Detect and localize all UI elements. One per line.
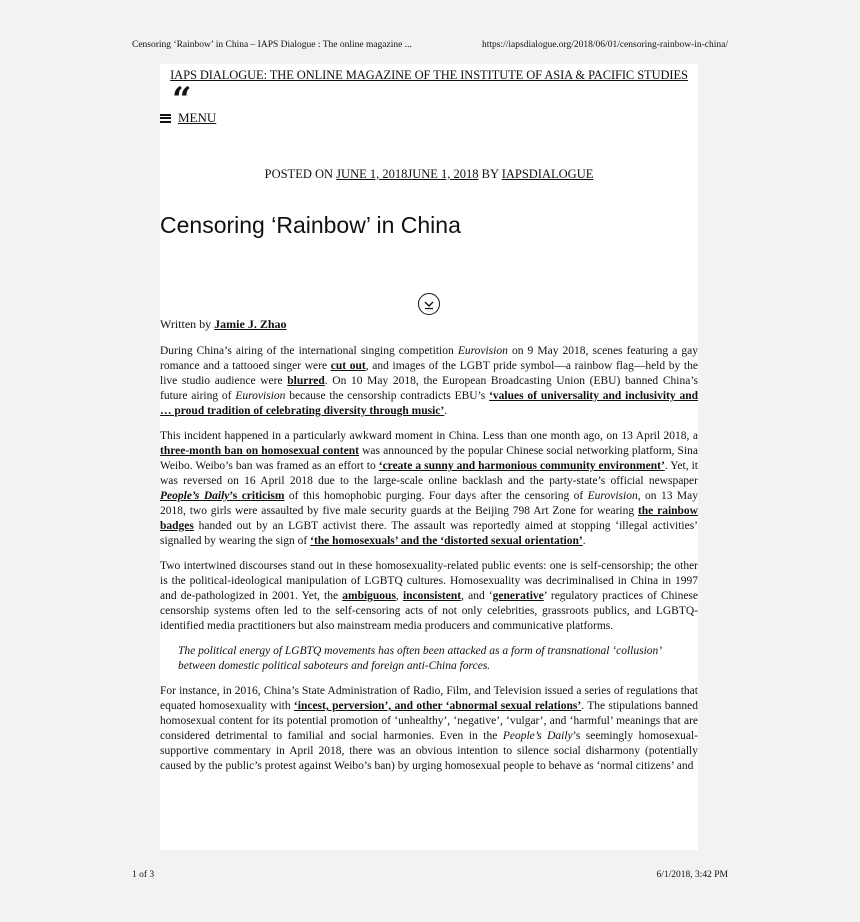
paragraph-2 (160, 429, 698, 549)
paragraph-3 (160, 559, 698, 634)
emphasis: People’s Daily (160, 490, 230, 502)
byline (160, 317, 287, 332)
by-label: BY (481, 167, 499, 181)
text: of this homophobic purging. Four days after the censoring of (284, 490, 588, 502)
text: , and ‘ (461, 590, 493, 602)
link-generative[interactable]: generative (492, 590, 544, 602)
link-peoples-daily-criticism[interactable] (160, 490, 284, 502)
text: , on 13 May 2018, two girls were assaulted by five male security guards at the Beijing 798 Art Zone for wearing (160, 490, 698, 517)
site-title-link[interactable]: IAPS DIALOGUE: THE ONLINE MAGAZINE OF THE INSTITUTE OF ASIA & PACIFIC STUDIES (170, 68, 688, 82)
paragraph-4 (160, 684, 698, 774)
writer-link[interactable]: Jamie J. Zhao (214, 317, 287, 331)
text: . Yet, it was reversed on 16 April 2018 due to the large-scale online backlash and the party-state’s official newspaper (160, 460, 698, 487)
post-author-link[interactable]: IAPSDIALOGUE (501, 167, 594, 181)
emphasis: Eurovision (457, 345, 508, 357)
text: ’s criticism (229, 490, 285, 502)
link-cut-out[interactable]: cut out (330, 360, 366, 372)
print-header-url: https://iapsdialogue.org/2018/06/01/censoring-rainbow-in-china/ (482, 40, 728, 50)
print-datetime: 6/1/2018, 3:42 PM (656, 870, 728, 880)
article-sheet (160, 64, 698, 850)
print-footer (132, 870, 728, 880)
quote-logo-icon[interactable]: “ (172, 80, 192, 120)
written-by-label: Written by (160, 317, 212, 331)
link-rainbow-badges[interactable]: the rainbow badges (160, 505, 698, 532)
menu-label: MENU (178, 110, 217, 125)
text: . (444, 405, 448, 417)
emphasis: People’s Daily (502, 730, 573, 742)
link-abnormal-relations[interactable]: ‘incest, perversion’, and other ‘abnormal sexual relations’ (293, 700, 582, 712)
print-header (132, 40, 728, 50)
link-ebu-values[interactable]: ‘values of universality and inclusivity and … proud tradition of celebrating diversity through music’ (160, 390, 698, 417)
link-ambiguous[interactable]: ambiguous (342, 590, 396, 602)
text: During China’s airing of the international singing competition (160, 345, 458, 357)
print-header-title: Censoring ‘Rainbow’ in China – IAPS Dialogue : The online magazine ... (132, 40, 412, 50)
text: . The stipulations banned homosexual content for its potential promotion of ‘unhealthy’, ‘negative’, ‘vulgar’, and ‘harmful’ meanings that are considered detrimental to familial and social harmonies. Even in the (160, 700, 698, 742)
text: For instance, in 2016, China’s State Administration of Radio, Film, and Television issued a series of regulations that equated homosexuality with (160, 685, 698, 712)
text: . On 10 May 2018, the European Broadcasting Union (EBU) banned China’s future airing of (160, 375, 698, 402)
emphasis: Eurovision (587, 490, 638, 502)
text: because the censorship contradicts EBU’s (285, 390, 490, 402)
text: . (582, 535, 586, 547)
link-sunny-community[interactable]: ‘create a sunny and harmonious community environment’ (378, 460, 665, 472)
text: handed out by an LGBT activist there. The assault was reportedly aimed at stopping ‘illegal activities’ signalled by wearing the sign of (160, 520, 698, 547)
link-blurred[interactable]: blurred (287, 375, 325, 387)
text: Two intertwined discourses stand out in these homosexuality-related public events: one is self-censorship; the other is the political-ideological manipulation of LGBTQ cultures. Homosexuality was decriminalised in China in 1997 and de-pathologized in 2001. Yet, the (160, 560, 698, 602)
paragraph-1 (160, 344, 698, 419)
page-number: 1 of 3 (132, 870, 155, 880)
emphasis: Eurovision (235, 390, 286, 402)
scroll-down-icon[interactable] (418, 293, 440, 315)
text: was announced by the popular Chinese social networking platform, Sina Weibo. Weibo’s ban was framed as an effort to (160, 445, 698, 472)
text: on 9 May 2018, scenes featuring a gay romance and a tattooed singer were (160, 345, 698, 372)
page-title: Censoring ‘Rainbow’ in China (160, 212, 461, 238)
text: ’ regulatory practices of Chinese censorship systems often led to the self-censoring acts of not only celebrities, grassroots publics, and LGBTQ-identified media practitioners but also mainstream media producers and communicative platforms. (160, 590, 698, 632)
link-inconsistent[interactable]: inconsistent (402, 590, 462, 602)
posted-on-label: POSTED ON (264, 167, 334, 181)
article-body (160, 344, 698, 784)
link-weibo-ban[interactable]: three-month ban on homosexual content (160, 445, 359, 457)
text: , and images of the LGBT pride symbol—a rainbow flag—held by the live studio audience were (160, 360, 698, 387)
text: ’s seemingly homosexual-supportive commentary in April 2018, there was an obvious intention to silence social disharmony (potentially caused by the public’s protest against Weibo’s ban) by urging homosexual people to behave as ‘normal citizens’ and (160, 730, 698, 772)
post-date-link[interactable]: JUNE 1, 2018JUNE 1, 2018 (336, 167, 479, 181)
link-distorted-orientation[interactable]: ‘the homosexuals’ and the ‘distorted sexual orientation’ (310, 535, 583, 547)
text: This incident happened in a particularly awkward moment in China. Less than one month ago, on 13 April 2018, a (160, 430, 698, 442)
hamburger-icon (160, 114, 171, 123)
post-meta (160, 167, 698, 182)
menu-toggle[interactable] (160, 110, 216, 126)
text: , (395, 590, 403, 602)
pull-quote: The political energy of LGBTQ movements has often been attacked as a form of transnational ‘collusion’ between domestic political saboteurs and foreign anti-China forces. (178, 645, 661, 672)
